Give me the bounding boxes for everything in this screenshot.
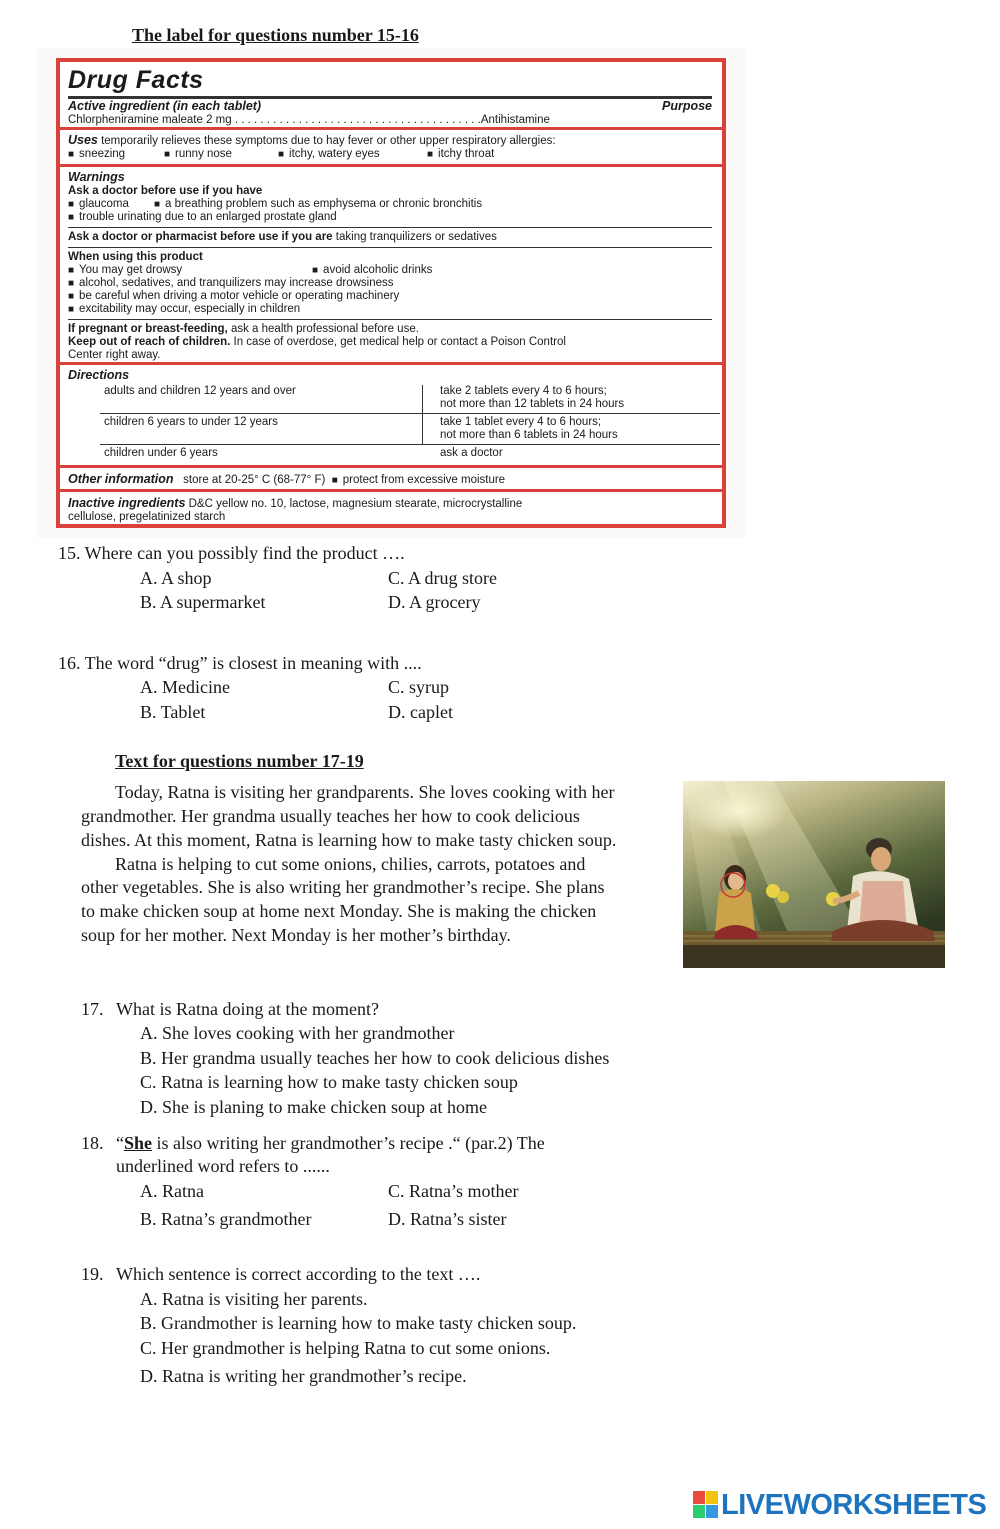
passage-line: other vegetables. She is also writing her grandmother’s recipe. She plans <box>81 877 605 897</box>
q16-option-a[interactable]: A. Medicine <box>140 677 230 697</box>
drug-facts-title: Drug Facts <box>68 66 204 94</box>
q18-question-line2: underlined word refers to ...... <box>116 1156 330 1176</box>
q17-option-b[interactable]: B. Her grandma usually teaches her how to cook delicious dishes <box>140 1048 610 1068</box>
q15-option-c[interactable]: C. A drug store <box>388 568 498 588</box>
when-item: ■ excitability may occur, especially in children <box>68 303 300 316</box>
q18-question <box>116 1132 545 1154</box>
q19-option-b[interactable]: B. Grandmother is learning how to make tasty chicken soup. <box>140 1313 577 1333</box>
directions-dose: take 1 tablet every 4 to 6 hours; <box>440 416 602 428</box>
passage-line: soup for her mother. Next Monday is her mother’s birthday. <box>81 925 511 945</box>
directions-dose: not more than 12 tablets in 24 hours <box>440 398 625 410</box>
q18-underlined-word: She <box>124 1133 153 1153</box>
when-item: ■ be careful when driving a motor vehicle or operating machinery <box>68 290 399 303</box>
uses-item: ■ itchy, watery eyes <box>278 148 380 161</box>
passage-line: grandmother. Her grandma usually teaches her how to cook delicious <box>81 806 580 826</box>
uses-line: Uses temporarily relieves these symptoms due to hay fever or other upper respiratory allergies: <box>68 133 556 147</box>
passage-line: Ratna is helping to cut some onions, chilies, carrots, potatoes and <box>115 854 586 874</box>
q17-number: 17. <box>81 999 104 1019</box>
when-item: ■ You may get drowsy <box>68 264 182 277</box>
liveworksheets-logo[interactable] <box>693 1487 993 1523</box>
when-using: When using this product <box>68 251 203 263</box>
purpose-header: Purpose <box>661 99 712 113</box>
liveworksheets-text: LIVEWORKSHEETS <box>721 1489 987 1521</box>
grandmother-granddaughter-photo <box>683 781 945 968</box>
photo-illustration <box>683 781 945 968</box>
keep-out-line-2: Center right away. <box>68 349 161 361</box>
q18-open-quote: “ <box>116 1133 124 1153</box>
keep-out-line: Keep out of reach of children. In case of overdose, get medical help or contact a Poison Control <box>68 336 566 348</box>
passage-line: dishes. At this moment, Ratna is learning how to make tasty chicken soup. <box>81 830 617 850</box>
warning-item: ■ glaucoma <box>68 198 129 211</box>
q18-option-a[interactable]: A. Ratna <box>140 1181 204 1201</box>
directions-who: adults and children 12 years and over <box>104 385 296 397</box>
directions-dose: not more than 6 tablets in 24 hours <box>440 429 618 441</box>
other-info-line: Other information store at 20-25° C (68-77° F) ■ protect from excessive moisture <box>68 473 505 487</box>
directions-dose: ask a doctor <box>440 447 503 459</box>
directions-who: children 6 years to under 12 years <box>104 416 278 428</box>
q17-option-c[interactable]: C. Ratna is learning how to make tasty chicken soup <box>140 1072 518 1092</box>
q18-question-rest: is also writing her grandmother’s recipe .“ (par.2) The <box>152 1133 545 1153</box>
q16-option-d[interactable]: D. caplet <box>388 702 453 722</box>
q16-question: 16. The word “drug” is closest in meaning with .... <box>58 653 422 673</box>
label-heading: The label for questions number 15-16 <box>132 25 419 45</box>
q17-question: What is Ratna doing at the moment? <box>116 999 379 1019</box>
warning-item: ■ a breathing problem such as emphysema or chronic bronchitis <box>154 198 482 211</box>
directions-label: Directions <box>68 368 130 382</box>
q18-option-c[interactable]: C. Ratna’s mother <box>388 1181 519 1201</box>
active-ingredient-line: Chlorpheniramine maleate 2 mg . . . . . . . . . . . . . . . . . . . . . . . . . . . . . . . . . . . . . . .Antihistamine <box>68 114 550 126</box>
q19-option-c[interactable]: C. Her grandmother is helping Ratna to cut some onions. <box>140 1338 551 1358</box>
uses-item: ■ runny nose <box>164 148 232 161</box>
q18-option-d[interactable]: D. Ratna’s sister <box>388 1209 507 1229</box>
uses-item: ■ sneezing <box>68 148 125 161</box>
q18-option-b[interactable]: B. Ratna’s grandmother <box>140 1209 312 1229</box>
q19-number: 19. <box>81 1264 104 1284</box>
q16-option-c[interactable]: C. syrup <box>388 677 450 697</box>
q19-option-a[interactable]: A. Ratna is visiting her parents. <box>140 1289 368 1309</box>
uses-item: ■ itchy throat <box>427 148 494 161</box>
q18-number: 18. <box>81 1133 104 1153</box>
q19-question: Which sentence is correct according to the text …. <box>116 1264 481 1284</box>
passage-line: to make chicken soup at home next Monday. She is making the chicken <box>81 901 597 921</box>
q15-question: 15. Where can you possibly find the product …. <box>58 543 405 563</box>
q15-option-d[interactable]: D. A grocery <box>388 592 481 612</box>
pregnant-line: If pregnant or breast-feeding, ask a health professional before use. <box>68 323 419 335</box>
q16-option-b[interactable]: B. Tablet <box>140 702 206 722</box>
directions-who: children under 6 years <box>104 447 218 459</box>
q17-option-a[interactable]: A. She loves cooking with her grandmother <box>140 1023 455 1043</box>
q15-option-a[interactable]: A. A shop <box>140 568 212 588</box>
text-heading: Text for questions number 17-19 <box>115 751 364 771</box>
when-item: ■ avoid alcoholic drinks <box>312 264 432 277</box>
warnings-label: Warnings <box>68 170 125 184</box>
drug-facts-label <box>36 48 746 538</box>
q17-option-d[interactable]: D. She is planing to make chicken soup at home <box>140 1097 487 1117</box>
inactive-line-2: cellulose, pregelatinized starch <box>68 511 226 523</box>
q15-option-b[interactable]: B. A supermarket <box>140 592 266 612</box>
q19-option-d[interactable]: D. Ratna is writing her grandmother’s recipe. <box>140 1366 467 1386</box>
liveworksheets-icon <box>693 1491 719 1521</box>
active-ingredient-header: Active ingredient (in each tablet) <box>68 99 262 113</box>
warning-item: ■ trouble urinating due to an enlarged prostate gland <box>68 211 337 224</box>
inactive-line: Inactive ingredients D&C yellow no. 10, lactose, magnesium stearate, microcrystalline <box>68 496 523 510</box>
ask-pharmacist: Ask a doctor or pharmacist before use if you are taking tranquilizers or sedatives <box>68 231 497 243</box>
passage-line: Today, Ratna is visiting her grandparents. She loves cooking with her <box>115 782 615 802</box>
directions-dose: take 2 tablets every 4 to 6 hours; <box>440 385 607 397</box>
when-item: ■ alcohol, sedatives, and tranquilizers may increase drowsiness <box>68 277 394 290</box>
ask-doctor: Ask a doctor before use if you have <box>68 185 263 197</box>
